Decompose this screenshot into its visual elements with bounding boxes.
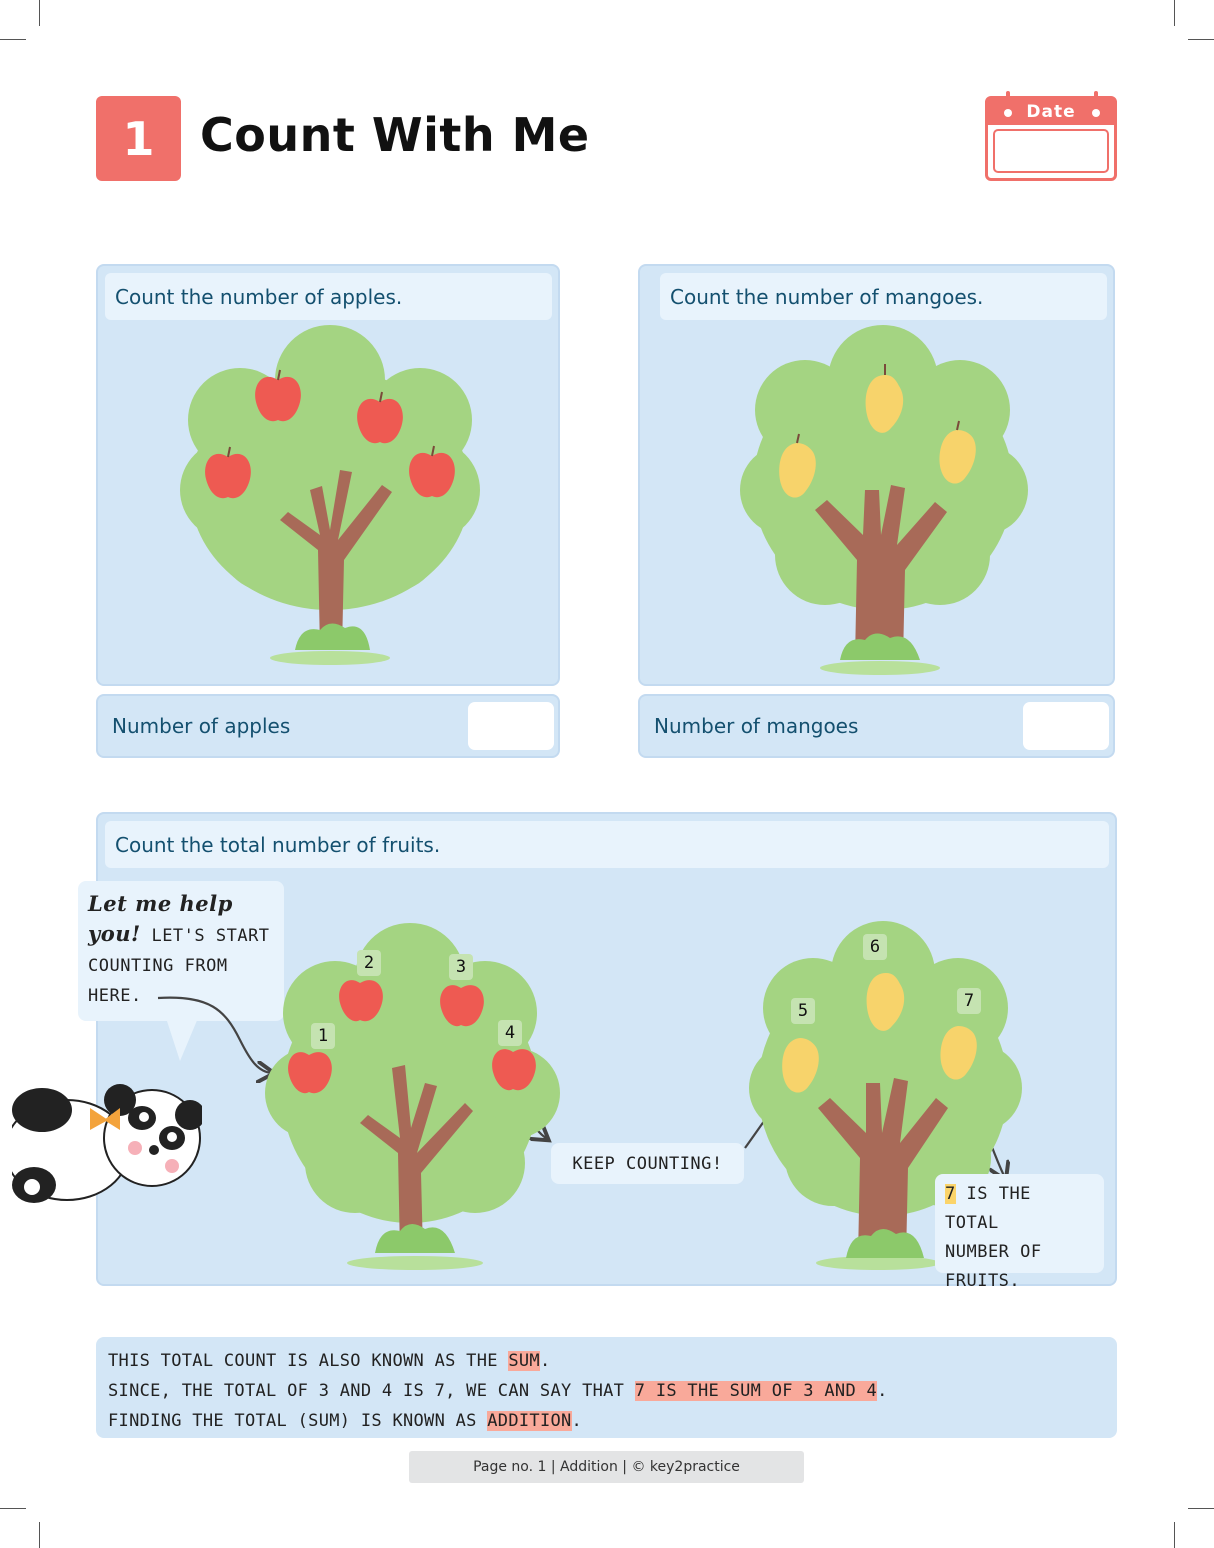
apples-prompt: Count the number of apples. [105, 273, 552, 320]
apples-answer-label: Number of apples [112, 714, 291, 738]
helper-script-text: Let me help you! [88, 891, 233, 946]
explanation-line: FINDING THE TOTAL (SUM) IS KNOWN AS ADDITION. [108, 1411, 583, 1431]
addition-highlight: ADDITION [487, 1411, 572, 1431]
total-highlight: 7 [945, 1184, 956, 1204]
total-result-line: FRUITS. [945, 1271, 1021, 1291]
helper-text-line: COUNTING FROM [88, 956, 228, 976]
total-result-line: IS THE TOTAL [945, 1184, 1031, 1233]
count-number-badge: 5 [791, 998, 815, 1024]
helper-text-line: HERE. [88, 986, 142, 1006]
total-result-line: NUMBER OF [945, 1242, 1042, 1262]
sum-highlight: SUM [508, 1351, 540, 1371]
apple-tree-counted-illustration [265, 918, 555, 1273]
page-title: Count With Me [200, 108, 590, 162]
sum-statement-highlight: 7 IS THE SUM OF 3 AND 4 [634, 1381, 878, 1401]
count-number-badge: 4 [498, 1020, 522, 1046]
sum-explanation-box [96, 1337, 1117, 1438]
arrow-icon [158, 998, 272, 1073]
page-footer: Page no. 1 | Addition | © key2practice [409, 1451, 804, 1483]
explanation-line: THIS TOTAL COUNT IS ALSO KNOWN AS THE SUM. [108, 1351, 551, 1371]
total-result-bubble [935, 1174, 1104, 1291]
count-number-badge: 3 [449, 954, 473, 980]
explanation-line: SINCE, THE TOTAL OF 3 AND 4 IS 7, WE CAN SAY THAT 7 IS THE SUM OF 3 AND 4. [108, 1381, 888, 1401]
keep-counting-label: KEEP COUNTING! [551, 1143, 744, 1184]
total-prompt: Count the total number of fruits. [105, 821, 1109, 868]
exercise-number-badge: 1 [96, 96, 181, 181]
count-number-badge: 6 [863, 934, 887, 960]
count-number-badge: 2 [357, 950, 381, 976]
helper-text-line: LET'S START [151, 926, 270, 946]
mangoes-prompt: Count the number of mangoes. [660, 273, 1107, 320]
count-number-badge: 7 [957, 988, 981, 1014]
count-number-badge: 1 [311, 1023, 335, 1049]
date-label: Date [988, 99, 1114, 125]
mangoes-answer-label: Number of mangoes [654, 714, 859, 738]
